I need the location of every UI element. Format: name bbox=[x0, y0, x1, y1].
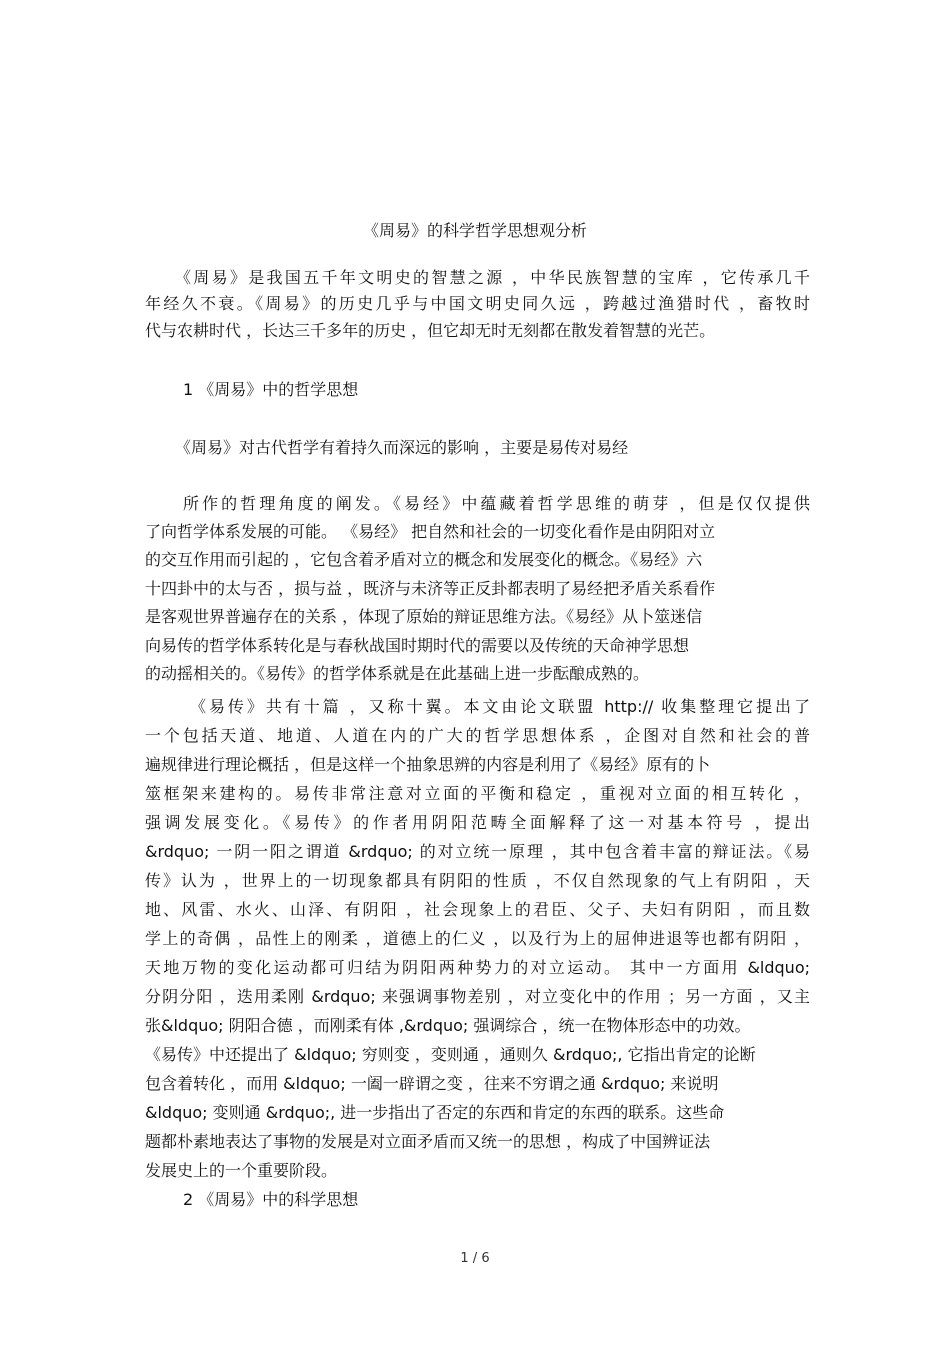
body-line: 是客观世界普遍存在的关系 ，体现了原始的辩证思维方法。《易经》从卜筮迷信 bbox=[145, 607, 703, 626]
body-line: 地、风雷、水火、山泽、有阴阳 ，社会现象上的君臣、父子、夫妇有阴阳 ，而且数 bbox=[145, 900, 810, 919]
body-line: 题都朴素地表达了事物的发展是对立面矛盾而又统一的思想 ，构成了中国辨证法 bbox=[145, 1132, 711, 1151]
body-line: 《周易》对古代哲学有着持久而深远的影响 ，主要是易传对易经 bbox=[175, 438, 629, 457]
body-line: 包含着转化 ，而用 &ldquo; 一阖一辟谓之变 ，往来不穷谓之通 &rdquo; 来说明 bbox=[145, 1074, 719, 1093]
body-line: 传》认为 ，世界上的一切现象都具有阴阳的性质 ，不仅自然现象的气上有阴阳 ，天 bbox=[145, 871, 810, 890]
body-line: 的交互作用而引起的 ，它包含着矛盾对立的概念和发展变化的概念。《易经》六 bbox=[145, 550, 703, 569]
body-line: 代与农耕时代 ，长达三千多年的历史 ，但它却无时无刻都在散发着智慧的光芒。 bbox=[145, 321, 716, 340]
body-line: 十四卦中的太与否 ，损与益 ，既济与未济等正反卦都表明了易经把矛盾关系看作 bbox=[145, 579, 716, 598]
body-line: 学上的奇偶 ，品性上的刚柔 ，道德上的仁义 ，以及行为上的屈伸进退等也都有阴阳 ， bbox=[145, 929, 810, 948]
body-line: 遍规律进行理论概括 ，但是这样一个抽象思辨的内容是利用了《易经》原有的卜 bbox=[145, 755, 711, 774]
document-title: 《周易》的科学哲学思想观分析 bbox=[362, 221, 587, 240]
body-line: &rdquo; 一阴一阳之谓道 &rdquo; 的对立统一原理 ，其中包含着丰富的辩证法。《易 bbox=[145, 842, 810, 861]
body-line: 年经久不衰。《周易》的历史几乎与中国文明史同久远 ，跨越过渔猎时代 ，畜牧时 bbox=[145, 294, 810, 313]
body-line: 的动摇相关的。《易传》的哲学体系就是在此基础上进一步酝酿成熟的。 bbox=[145, 664, 650, 683]
page-number: 1 / 6 bbox=[460, 1251, 490, 1266]
body-line: 强调发展变化。《易传》的作者用阴阳范畴全面解释了这一对基本符号 ，提出 bbox=[145, 813, 810, 832]
section-heading-2: 2 《周易》中的科学思想 bbox=[183, 1190, 359, 1209]
body-line: 向易传的哲学体系转化是与春秋战国时期时代的需要以及传统的天命神学思想 bbox=[145, 636, 690, 655]
body-line: 天地万物的变化运动都可归结为阴阳两种势力的对立运动。 其中一方面用 &ldquo; bbox=[145, 958, 810, 977]
body-line: 一个包括天道、地道、人道在内的广大的哲学思想体系 ，企图对自然和社会的普 bbox=[145, 726, 810, 745]
body-line: 分阴分阳 ，迭用柔刚 &rdquo; 来强调事物差别 ，对立变化中的作用 ；另一方面 ，又主 bbox=[145, 987, 810, 1006]
body-line: 发展史上的一个重要阶段。 bbox=[145, 1161, 338, 1180]
body-line: 《周易》是我国五千年文明史的智慧之源 ，中华民族智慧的宝库 ，它传承几千 bbox=[175, 268, 810, 287]
body-line: 了向哲学体系发展的可能。 《易经》 把自然和社会的一切变化看作是由阴阳对立 bbox=[145, 522, 716, 541]
body-line: 《易传》共有十篇 ，又称十翼。本文由论文联盟 http:// 收集整理它提出了 bbox=[190, 697, 810, 716]
body-line: 筮框架来建构的。易传非常注意对立面的平衡和稳定 ，重视对立面的相互转化 ， bbox=[145, 784, 810, 803]
section-heading-1: 1 《周易》中的哲学思想 bbox=[183, 380, 359, 399]
body-line: 张&ldquo; 阴阳合德 ，而刚柔有体 ,&rdquo; 强调综合 ，统一在物体形态中的功效。 bbox=[145, 1016, 751, 1035]
body-line: &ldquo; 变则通 &rdquo;, 进一步指出了否定的东西和肯定的东西的联系。这些命 bbox=[145, 1103, 725, 1122]
body-line: 《易传》中还提出了 &ldquo; 穷则变 ，变则通 ，通则久 &rdquo;, 它指出肯定的论断 bbox=[145, 1045, 756, 1064]
body-line: 所作的哲理角度的阐发。《易经》中蕴藏着哲学思维的萌芽 ，但是仅仅提供 bbox=[183, 494, 810, 513]
